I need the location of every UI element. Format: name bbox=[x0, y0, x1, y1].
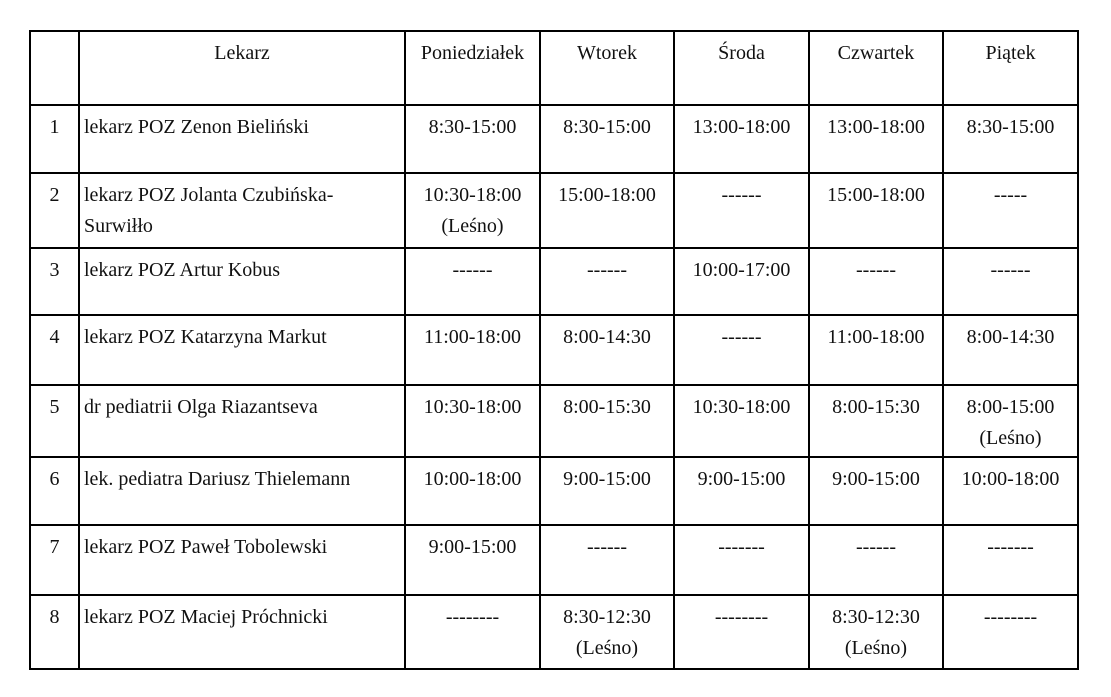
hours-cell-friday bbox=[943, 385, 1078, 457]
hours-cell-friday bbox=[943, 173, 1078, 248]
hours-line: 10:30-18:00 bbox=[692, 396, 791, 418]
hours-cell-wednesday bbox=[674, 105, 809, 173]
hours-cell-tuesday bbox=[540, 315, 674, 385]
hours-line: ------ bbox=[587, 259, 627, 281]
hours-cell-thursday bbox=[809, 457, 943, 525]
hours-line: 11:00-18:00 bbox=[423, 326, 522, 348]
hours-line: 9:00-15:00 bbox=[428, 536, 517, 558]
hours-line: -------- bbox=[445, 606, 500, 628]
hours-line: (Leśno) bbox=[844, 637, 908, 659]
header-day-wednesday: Środa bbox=[674, 31, 809, 105]
table-row bbox=[30, 105, 1078, 173]
hours-cell-thursday bbox=[809, 385, 943, 457]
hours-line: 8:30-12:30 bbox=[563, 606, 651, 628]
hours-cell-friday bbox=[943, 315, 1078, 385]
hours-cell-monday bbox=[405, 105, 540, 173]
hours-line: -------- bbox=[983, 606, 1038, 628]
row-number-cell: 6 bbox=[30, 457, 79, 525]
row-number-cell: 1 bbox=[30, 105, 79, 173]
hours-line: ------ bbox=[856, 259, 896, 281]
doctor-name-line: Surwiłło bbox=[84, 215, 153, 237]
hours-cell-tuesday bbox=[540, 457, 674, 525]
hours-cell-tuesday bbox=[540, 248, 674, 315]
header-day-monday: Poniedziałek bbox=[405, 31, 540, 105]
hours-line: 8:00-14:30 bbox=[966, 326, 1055, 348]
hours-cell-thursday bbox=[809, 315, 943, 385]
doctor-name-line: lekarz POZ Zenon Bieliński bbox=[84, 116, 309, 138]
hours-line: 9:00-15:00 bbox=[697, 468, 786, 490]
row-number-cell: 3 bbox=[30, 248, 79, 315]
doctor-name-line: lekarz POZ Maciej Próchnicki bbox=[84, 606, 328, 628]
hours-cell-wednesday bbox=[674, 248, 809, 315]
hours-line: 13:00-18:00 bbox=[827, 116, 925, 138]
row-number-cell: 7 bbox=[30, 525, 79, 595]
hours-line: ------ bbox=[587, 536, 627, 558]
doctor-name-line: lekarz POZ Jolanta Czubińska- bbox=[84, 184, 334, 206]
doctor-name-cell bbox=[79, 173, 405, 248]
doctor-schedule-table bbox=[29, 30, 1079, 670]
doctor-name-cell bbox=[79, 315, 405, 385]
hours-cell-wednesday bbox=[674, 173, 809, 248]
hours-cell-monday bbox=[405, 173, 540, 248]
hours-line: 8:00-14:30 bbox=[563, 326, 651, 348]
doctor-name-cell bbox=[79, 595, 405, 669]
hours-line: 8:30-15:00 bbox=[563, 116, 651, 138]
hours-cell-thursday bbox=[809, 173, 943, 248]
hours-cell-thursday bbox=[809, 248, 943, 315]
hours-cell-tuesday bbox=[540, 525, 674, 595]
row-number-cell: 5 bbox=[30, 385, 79, 457]
hours-line: (Leśno) bbox=[979, 427, 1042, 449]
hours-cell-wednesday bbox=[674, 315, 809, 385]
hours-cell-tuesday bbox=[540, 595, 674, 669]
hours-cell-tuesday bbox=[540, 105, 674, 173]
hours-line: 10:30-18:00 bbox=[423, 184, 522, 206]
hours-line: 10:30-18:00 bbox=[423, 396, 522, 418]
hours-line: 8:30-15:00 bbox=[966, 116, 1055, 138]
hours-line: -------- bbox=[714, 606, 769, 628]
hours-line: ------- bbox=[718, 536, 765, 558]
hours-cell-wednesday bbox=[674, 595, 809, 669]
table-row bbox=[30, 525, 1078, 595]
hours-cell-wednesday bbox=[674, 457, 809, 525]
doctor-name-cell bbox=[79, 248, 405, 315]
hours-line: 8:00-15:30 bbox=[832, 396, 920, 418]
doctor-name-cell bbox=[79, 385, 405, 457]
row-number-cell: 2 bbox=[30, 173, 79, 248]
doctor-name-line: lek. pediatra Dariusz Thielemann bbox=[84, 468, 351, 490]
doctor-name-cell bbox=[79, 105, 405, 173]
hours-line: 10:00-17:00 bbox=[692, 259, 791, 281]
hours-line: (Leśno) bbox=[441, 215, 504, 237]
hours-cell-monday bbox=[405, 248, 540, 315]
hours-line: ------ bbox=[990, 259, 1031, 281]
hours-cell-monday bbox=[405, 315, 540, 385]
table-row bbox=[30, 315, 1078, 385]
hours-cell-friday bbox=[943, 248, 1078, 315]
hours-cell-thursday bbox=[809, 525, 943, 595]
hours-line: ------- bbox=[987, 536, 1034, 558]
hours-line: 8:00-15:00 bbox=[966, 396, 1055, 418]
hours-line: 8:30-12:30 bbox=[832, 606, 920, 628]
hours-line: 9:00-15:00 bbox=[563, 468, 651, 490]
header-day-friday: Piątek bbox=[943, 31, 1078, 105]
doctor-name-line: lekarz POZ Katarzyna Markut bbox=[84, 326, 327, 348]
hours-line: ------ bbox=[721, 184, 762, 206]
table-header-row bbox=[30, 31, 1078, 105]
table-row bbox=[30, 248, 1078, 315]
hours-cell-monday bbox=[405, 595, 540, 669]
hours-line: 11:00-18:00 bbox=[827, 326, 925, 348]
hours-cell-monday bbox=[405, 385, 540, 457]
table-row bbox=[30, 173, 1078, 248]
doctor-name-line: dr pediatrii Olga Riazantseva bbox=[84, 396, 318, 418]
hours-line: ------ bbox=[856, 536, 896, 558]
hours-cell-friday bbox=[943, 457, 1078, 525]
hours-line: ----- bbox=[993, 184, 1028, 206]
table-row bbox=[30, 457, 1078, 525]
doctor-name-line: lekarz POZ Paweł Tobolewski bbox=[84, 536, 328, 558]
row-number-cell: 8 bbox=[30, 595, 79, 669]
hours-cell-thursday bbox=[809, 595, 943, 669]
hours-cell-monday bbox=[405, 525, 540, 595]
hours-cell-monday bbox=[405, 457, 540, 525]
hours-line: ------ bbox=[452, 259, 493, 281]
hours-line: 8:30-15:00 bbox=[428, 116, 517, 138]
table-row bbox=[30, 595, 1078, 669]
table-row bbox=[30, 385, 1078, 457]
header-number-cell bbox=[30, 31, 79, 105]
hours-cell-thursday bbox=[809, 105, 943, 173]
hours-cell-wednesday bbox=[674, 385, 809, 457]
header-day-thursday: Czwartek bbox=[809, 31, 943, 105]
row-number-cell: 4 bbox=[30, 315, 79, 385]
hours-cell-wednesday bbox=[674, 525, 809, 595]
hours-line: 15:00-18:00 bbox=[827, 184, 925, 206]
hours-line: 10:00-18:00 bbox=[961, 468, 1060, 490]
doctor-name-line: lekarz POZ Artur Kobus bbox=[84, 259, 281, 281]
hours-line: (Leśno) bbox=[575, 637, 639, 659]
hours-cell-tuesday bbox=[540, 173, 674, 248]
hours-cell-friday bbox=[943, 525, 1078, 595]
hours-line: ------ bbox=[721, 326, 762, 348]
doctor-name-cell bbox=[79, 457, 405, 525]
hours-cell-friday bbox=[943, 105, 1078, 173]
hours-line: 8:00-15:30 bbox=[563, 396, 651, 418]
hours-cell-friday bbox=[943, 595, 1078, 669]
header-doctor-cell: Lekarz bbox=[79, 31, 405, 105]
hours-cell-tuesday bbox=[540, 385, 674, 457]
doctor-name-cell bbox=[79, 525, 405, 595]
hours-line: 13:00-18:00 bbox=[692, 116, 791, 138]
hours-line: 10:00-18:00 bbox=[423, 468, 522, 490]
hours-line: 9:00-15:00 bbox=[832, 468, 920, 490]
header-day-tuesday: Wtorek bbox=[540, 31, 674, 105]
hours-line: 15:00-18:00 bbox=[558, 184, 656, 206]
